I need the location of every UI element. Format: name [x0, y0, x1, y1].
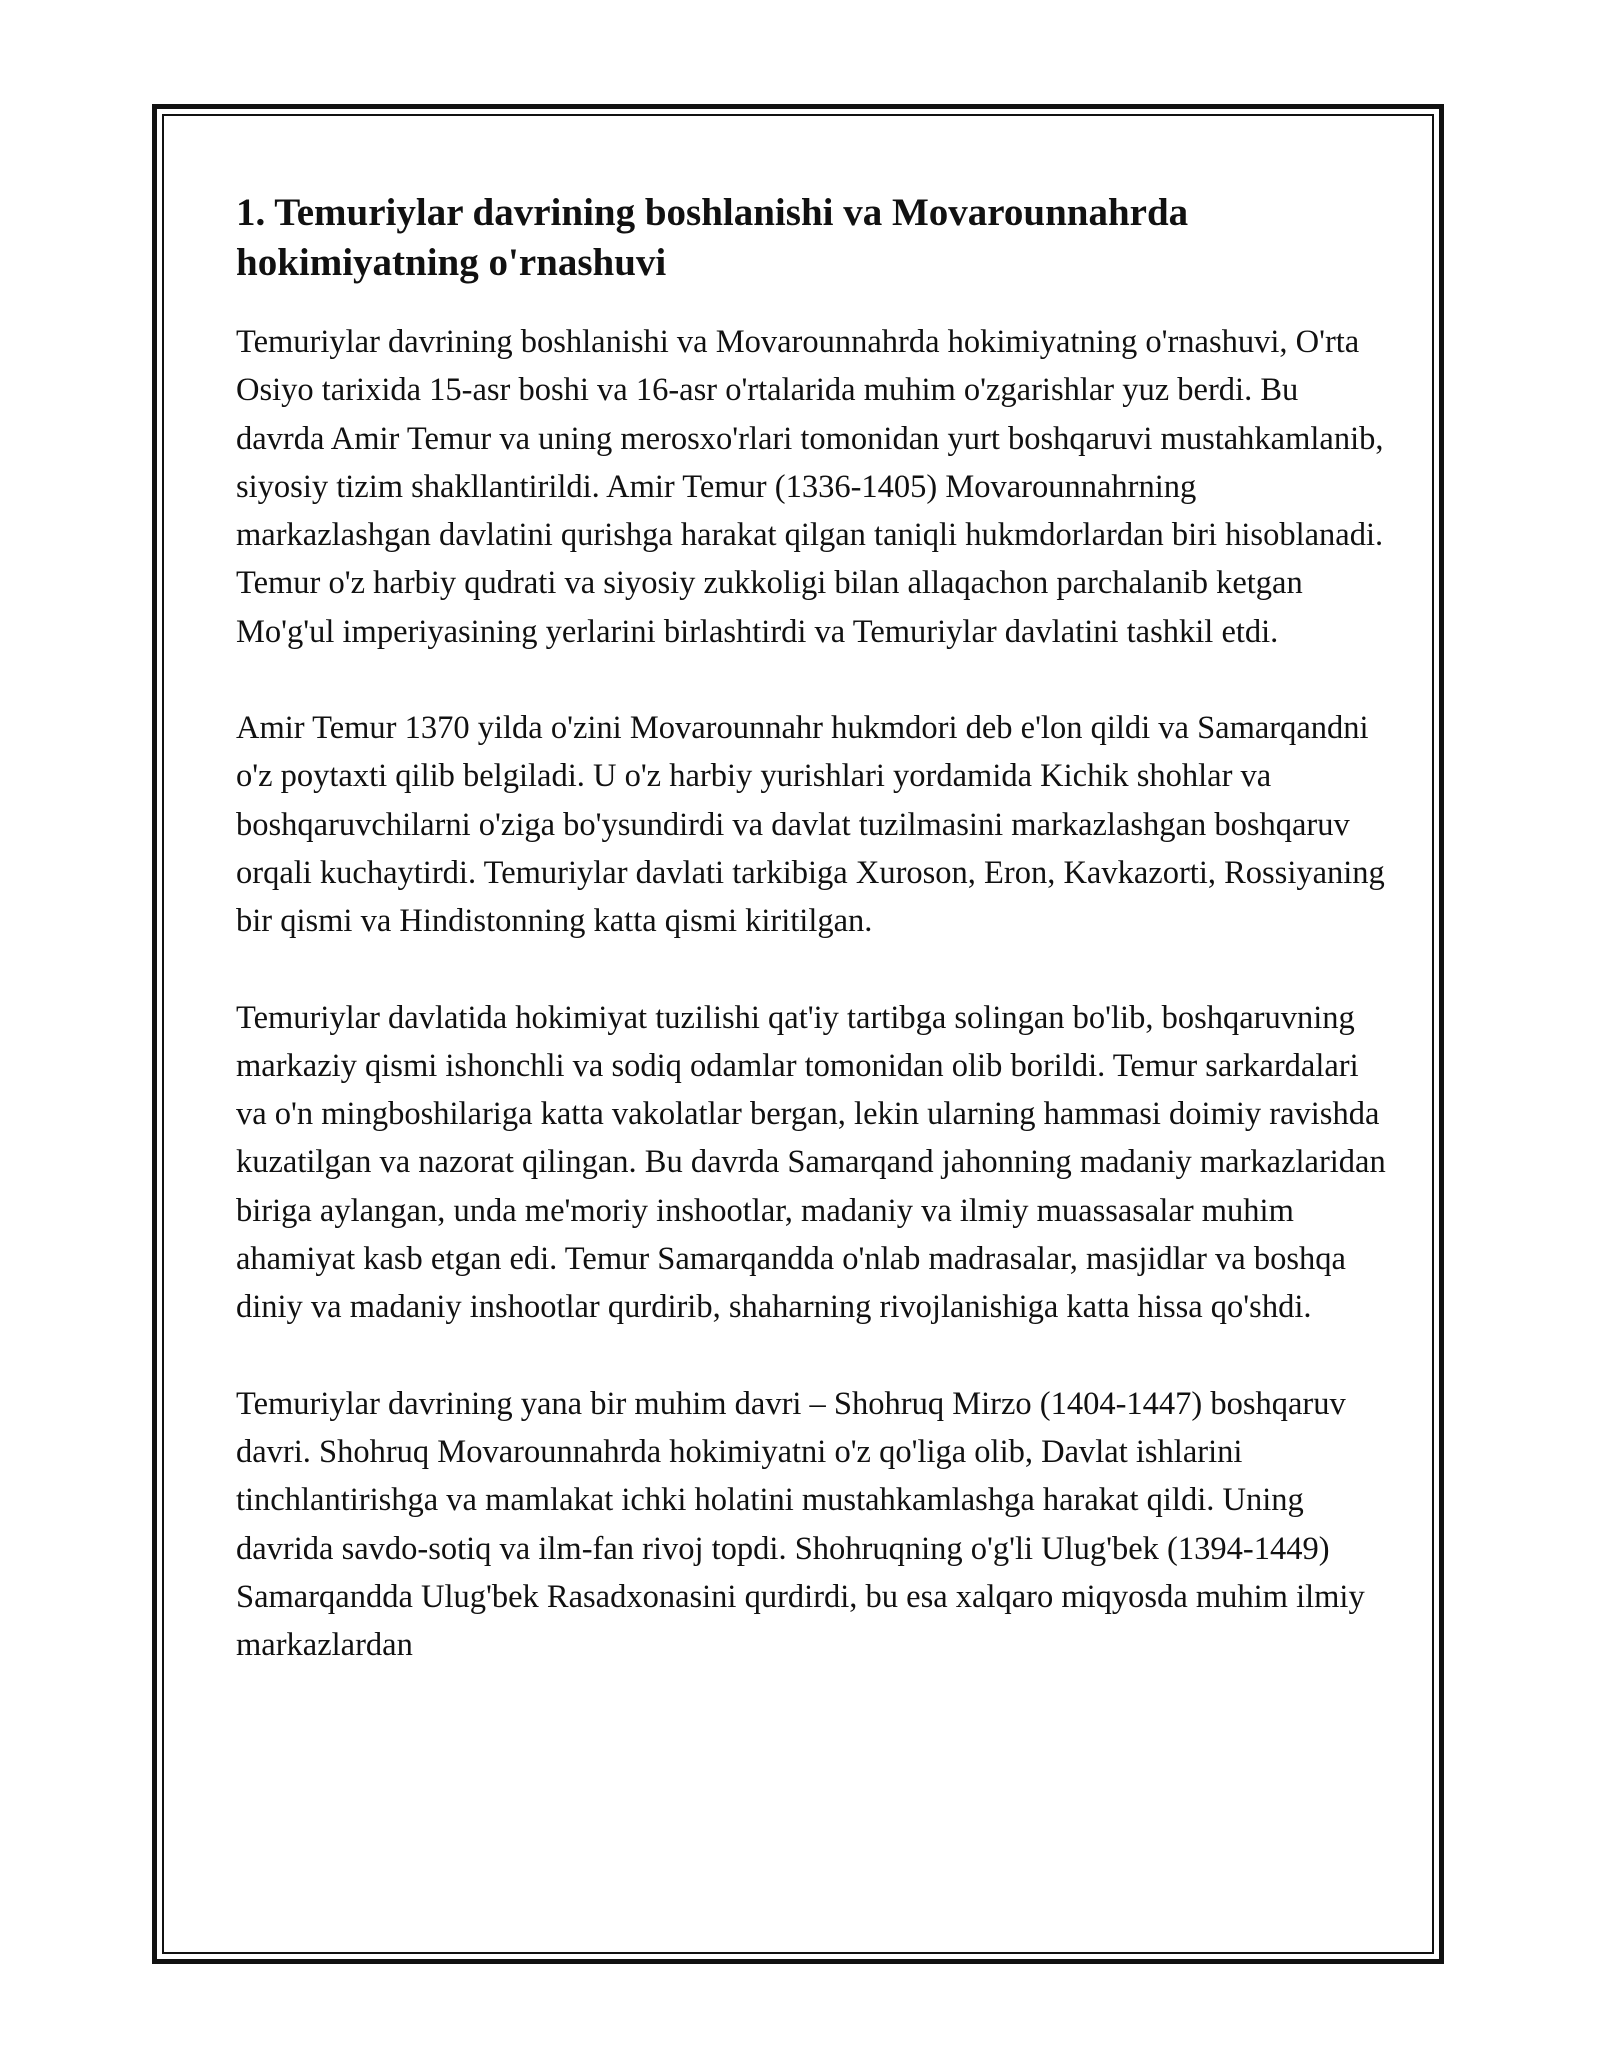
- paragraph-3: Temuriylar davlatida hokimiyat tuzilishi qat'iy tartibga solingan bo'lib, boshqaruvning markaziy qismi ishonchli va sodiq odamlar tomonidan olib borildi. Temur sarkardalari va o'n mingboshilariga katta vakolatlar bergan, lekin ularning hammasi doimiy ravishda kuzatilgan va nazorat qilingan. Bu davrda Samarqand jahonning madaniy markazlaridan biriga aylangan, unda me'moriy inshootlar, madaniy va ilmiy muassasalar muhim ahamiyat kasb etgan edi. Temur Samarqandda o'nlab madrasalar, masjidlar va boshqa diniy va madaniy inshootlar qurdirib, shaharning rivojlanishiga katta hissa qo'shdi.: [236, 999, 1386, 1326]
- paragraph-1: Temuriylar davrining boshlanishi va Movarounnahrda hokimiyatning o'rnashuvi, O'rta Osiyo tarixida 15-asr boshi va 16-asr o'rtalarida muhim o'zgarishlar yuz berdi. Bu davrda Amir Temur va uning merosxo'rlari tomonidan yurt boshqaruvi mustahkamlanib, siyosiy tizim shakllantirildi. Amir Temur (1336-1405) Movarounnahrning markazlashgan davlatini qurishga harakat qilgan taniqli hukmdorlardan biri hisoblanadi. Temur o'z harbiy qudrati va siyosiy zukkoligi bilan allaqachon parchalanib ketgan Mo'g'ul imperiyasining yerlarini birlashtirdi va Temuriylar davlatini tashkil etdi.: [236, 324, 1384, 650]
- paragraph-2: Amir Temur 1370 yilda o'zini Movarounnahr hukmdori deb e'lon qildi va Samarqandni o'z poytaxti qilib belgiladi. U o'z harbiy yurishlari yordamida Kichik shohlar va boshqaruvchilarni o'ziga bo'ysundirdi va davlat tuzilmasini markazlashgan boshqaruv orqali kuchaytirdi. Temuriylar davlati tarkibiga Xuroson, Eron, Kavkazorti, Rossiyaning bir qismi va Hindistonning katta qismi kiritilgan.: [236, 710, 1385, 940]
- paragraph-4: Temuriylar davrining yana bir muhim davri – Shohruq Mirzo (1404-1447) boshqaruv davri. Shohruq Movarounnahrda hokimiyatni o'z qo'liga olib, Davlat ishlarini tinchlantirishga va mamlakat ichki holatini mustahkamlashga harakat qildi. Uning davrida savdo-sotiq va ilm-fan rivoj topdi. Shohruqning o'g'li Ulug'bek (1394-1449) Samarqandda Ulug'bek Rasadxonasini qurdirdi, bu esa xalqaro miqyosda muhim ilmiy markazlardan: [236, 1385, 1365, 1664]
- section-heading: 1. Temuriylar davrining boshlanishi va Movarounnahrda hokimiyatning o'rnashuvi: [236, 191, 1189, 284]
- document-body: [236, 188, 1386, 1669]
